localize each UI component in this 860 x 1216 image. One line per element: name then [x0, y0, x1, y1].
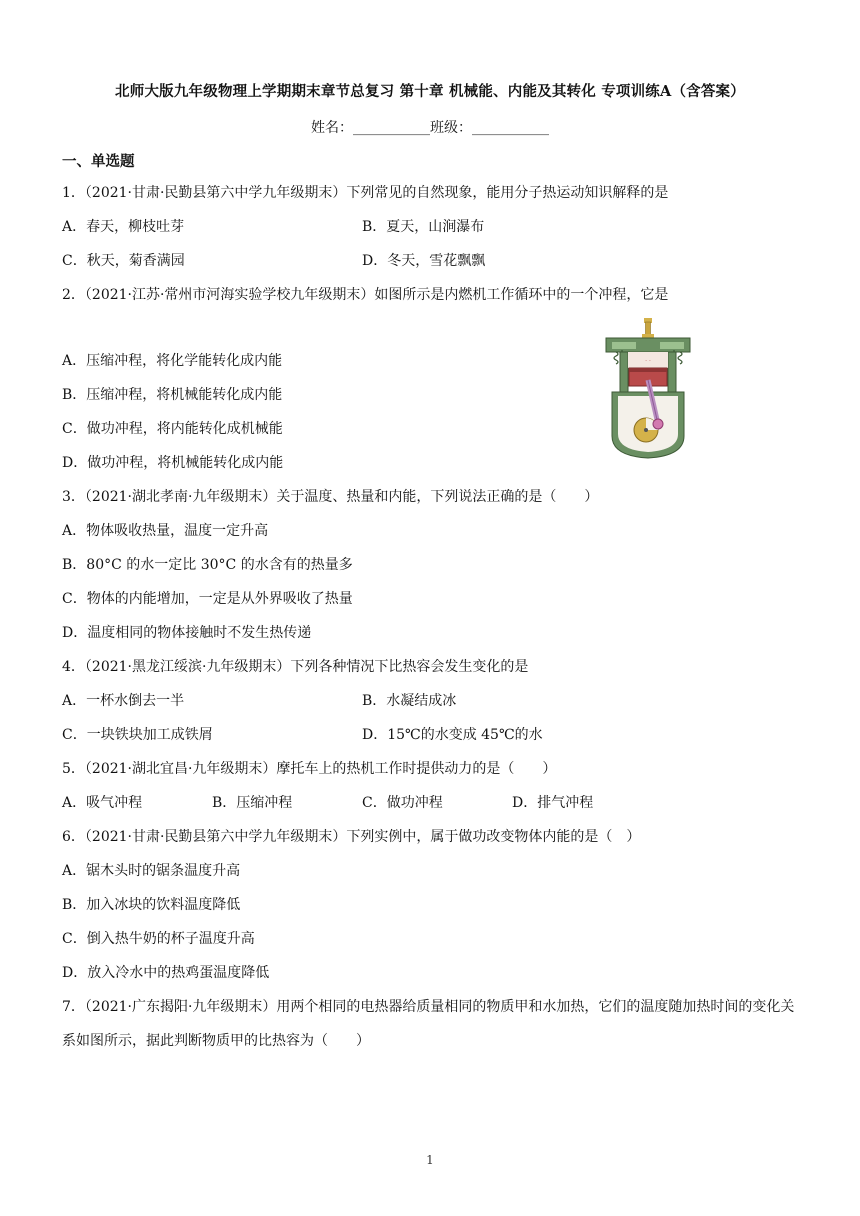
engine-cylinder-icon — [598, 316, 698, 462]
question-5-stem: 5．（2021·湖北宜昌·九年级期末）摩托车上的热机工作时提供动力的是（ ） — [62, 761, 557, 777]
question-2-option-a: A．压缩冲程，将化学能转化成内能 — [62, 353, 283, 369]
question-4-option-b: B．水凝结成冰 — [362, 693, 457, 709]
document-title: 北师大版九年级物理上学期期末章节总复习 第十章 机械能、内能及其转化 专项训练A（含答案） — [115, 83, 745, 100]
question-3-option-c: C．物体的内能增加，一定是从外界吸收了热量 — [62, 591, 353, 607]
question-3-option-b: B．80°C 的水一定比 30°C 的水含有的热量多 — [62, 557, 353, 573]
question-1-stem: 1．（2021·甘肃·民勤县第六中学九年级期末）下列常见的自然现象，能用分子热运动知识解释的是 — [62, 185, 669, 201]
question-5-option-c: C．做功冲程 — [362, 795, 443, 811]
question-6-option-d: D．放入冷水中的热鸡蛋温度降低 — [62, 965, 270, 981]
name-class-line: 姓名：___________班级：___________ — [311, 120, 549, 136]
question-3-option-a: A．物体吸收热量，温度一定升高 — [62, 523, 269, 539]
question-2-option-b: B．压缩冲程，将机械能转化成内能 — [62, 387, 283, 403]
question-7-stem: 7．（2021·广东揭阳·九年级期末）用两个相同的电热器给质量相同的物质甲和水加热，它们的温度随加热时间的变化关系如图所示，据此判断物质甲的比热容为（ ） — [62, 999, 795, 1049]
question-6-option-b: B．加入冰块的饮料温度降低 — [62, 897, 241, 913]
question-4-option-c: C．一块铁块加工成铁屑 — [62, 727, 213, 743]
question-4-option-d: D．15℃的水变成 45℃的水 — [362, 727, 543, 743]
question-6-option-c: C．倒入热牛奶的杯子温度升高 — [62, 931, 255, 947]
question-3-option-d: D．温度相同的物体接触时不发生热传递 — [62, 625, 312, 641]
question-5-option-d: D．排气冲程 — [512, 795, 594, 811]
question-2-stem: 2．（2021·江苏·常州市河海实验学校九年级期末）如图所示是内燃机工作循环中的一个冲程，它是 — [62, 287, 669, 303]
question-5-option-a: A．吸气冲程 — [62, 795, 143, 811]
question-5-option-b: B．压缩冲程 — [212, 795, 293, 811]
question-1-option-b: B．夏天，山涧瀑布 — [362, 219, 485, 235]
question-4-option-a: A．一杯水倒去一半 — [62, 693, 185, 709]
question-2-option-d: D．做功冲程，将机械能转化成内能 — [62, 455, 284, 471]
question-4-stem: 4．（2021·黑龙江绥滨·九年级期末）下列各种情况下比热容会发生变化的是 — [62, 659, 529, 675]
question-2-option-c: C．做功冲程，将内能转化成机械能 — [62, 421, 283, 437]
question-1-option-a: A．春天，柳枝吐芽 — [62, 219, 185, 235]
svg-text:· ·: · · — [645, 358, 651, 365]
question-6-option-a: A．锯木头时的锯条温度升高 — [62, 863, 241, 879]
question-1-option-c: C．秋天，菊香满园 — [62, 253, 185, 269]
section-heading: 一、单选题 — [62, 153, 135, 170]
page-number: 1 — [426, 1153, 434, 1167]
question-6-stem: 6．（2021·甘肃·民勤县第六中学九年级期末）下列实例中，属于做功改变物体内能的是（ ） — [62, 829, 641, 845]
question-1-option-d: D．冬天，雪花飘飘 — [362, 253, 486, 269]
question-3-stem: 3．（2021·湖北孝南·九年级期末）关于温度、热量和内能，下列说法正确的是（ ） — [62, 489, 599, 505]
